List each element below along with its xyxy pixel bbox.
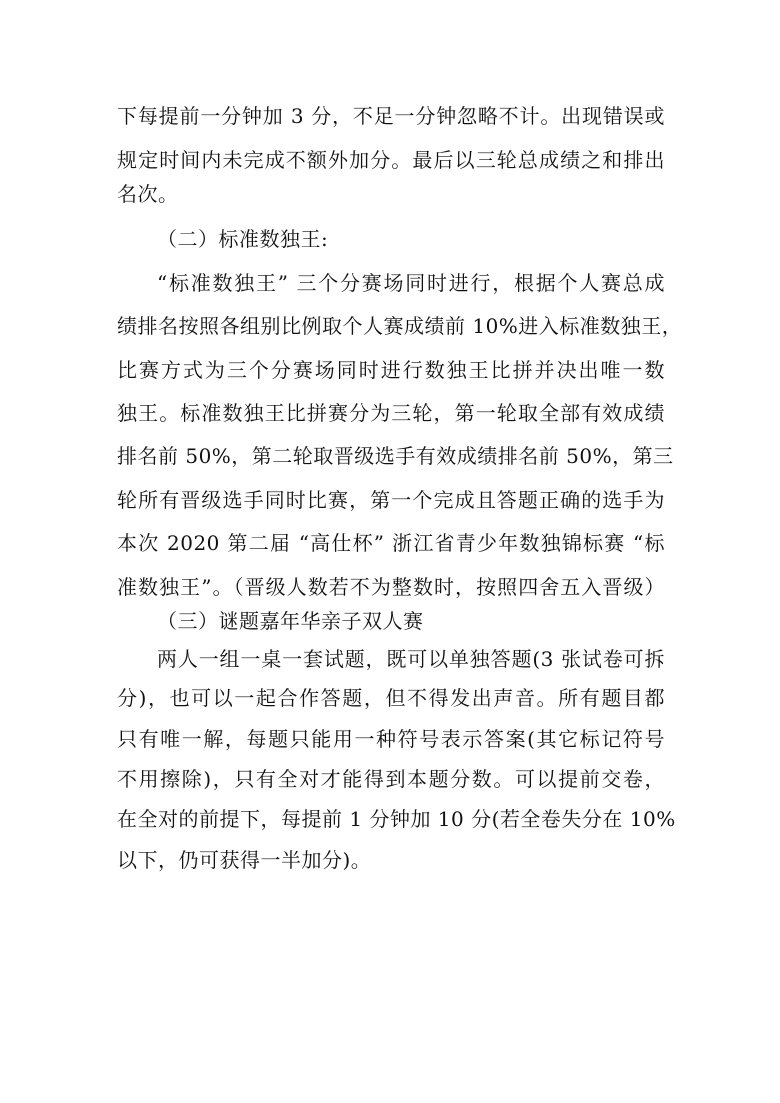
paragraph-line: 不用擦除)，只有全对才能得到本题分数。可以提前交卷， (117, 767, 665, 791)
section-heading-standard-sudoku-king: （二）标准数独王: (157, 227, 329, 251)
paragraph-line: 排名前 50%，第二轮取晋级选手有效成绩排名前 50%，第三 (117, 444, 674, 468)
paragraph-line: 绩排名按照各组别比例取个人赛成绩前 10%进入标准数独王， (117, 314, 683, 338)
paragraph-line: 只有唯一解，每题只能用一种符号表示答案(其它标记符号 (117, 727, 665, 751)
paragraph-line: 规定时间内未完成不额外加分。最后以三轮总成绩之和排出 (117, 148, 665, 172)
paragraph-line: 轮所有晋级选手同时比赛，第一个完成且答题正确的选手为 (117, 488, 665, 512)
paragraph-line: 比赛方式为三个分赛场同时进行数独王比拼并决出唯一数 (117, 358, 665, 382)
paragraph-line: 分)，也可以一起合作答题，但不得发出声音。所有题目都 (117, 686, 665, 710)
paragraph-line: 以下，仍可获得一半加分)。 (117, 848, 372, 872)
section-heading-puzzle-carnival: （三）谜题嘉年华亲子双人赛 (157, 609, 424, 633)
paragraph-line: 在全对的前提下，每提前 1 分钟加 10 分(若全卷失分在 10% (117, 807, 676, 831)
paragraph-line: 独王。标准数独王比拼赛分为三轮，第一轮取全部有效成绩 (117, 401, 665, 425)
paragraph-line: 两人一组一桌一套试题，既可以单独答题(3 张试卷可拆 (157, 647, 665, 671)
paragraph-line: 本次 2020 第二届 “高仕杯” 浙江省青少年数独锦标赛 “标 (117, 531, 665, 555)
paragraph-line: “标准数独王” 三个分赛场同时进行，根据个人赛总成 (157, 271, 665, 295)
paragraph-line: 准数独王”。（晋级人数若不为整数时，按照四舍五入晋级） (117, 575, 665, 599)
paragraph-line: 下每提前一分钟加 3 分，不足一分钟忽略不计。出现错误或 (117, 104, 665, 128)
paragraph-line: 名次。 (117, 182, 179, 206)
